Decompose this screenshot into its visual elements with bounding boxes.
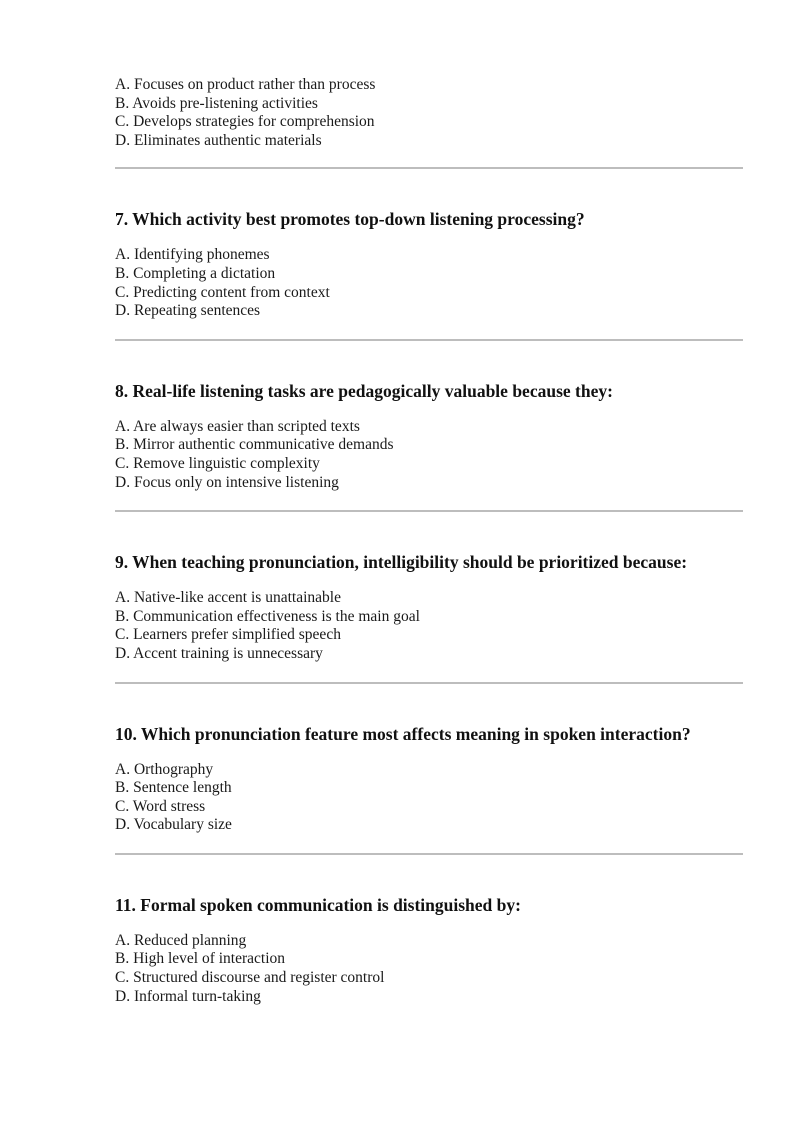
divider (115, 167, 743, 169)
question-9 (115, 551, 743, 663)
option-a: A. Identifying phonemes (115, 246, 270, 264)
option-d: D. Accent training is unnecessary (115, 644, 323, 662)
question-sheet (115, 76, 743, 1006)
question-options (115, 418, 743, 492)
divider (115, 853, 743, 855)
question-options (115, 761, 743, 835)
option-c: C. Learners prefer simplified speech (115, 626, 341, 644)
option-a: A. Native-like accent is unattainable (115, 589, 341, 607)
question-title: 9. When teaching pronunciation, intelligibility should be prioritized because: (115, 552, 688, 573)
question-options (115, 246, 743, 320)
question-title: 10. Which pronunciation feature most affects meaning in spoken interaction? (115, 723, 691, 744)
option-c: C. Develops strategies for comprehension (115, 113, 375, 131)
option-d: D. Repeating sentences (115, 302, 261, 320)
option-b: B. Sentence length (115, 779, 232, 797)
option-a: A. Focuses on product rather than process (115, 76, 376, 93)
option-c: C. Remove linguistic complexity (115, 454, 320, 472)
option-c: C. Word stress (115, 797, 206, 815)
question-title: 7. Which activity best promotes top-down listening processing? (115, 209, 585, 230)
question-options (115, 932, 743, 1006)
option-c: C. Predicting content from context (115, 283, 330, 301)
question-6-options (115, 76, 743, 150)
divider (115, 510, 743, 512)
option-d: D. Eliminates authentic materials (115, 131, 322, 149)
option-a: A. Reduced planning (115, 931, 247, 949)
option-b: B. Completing a dictation (115, 264, 276, 282)
question-title: 8. Real-life listening tasks are pedagogically valuable because they: (115, 380, 613, 401)
question-title: 11. Formal spoken communication is distinguished by: (115, 894, 521, 915)
question-10 (115, 723, 743, 835)
question-options (115, 589, 743, 663)
option-b: B. High level of interaction (115, 950, 286, 968)
option-b: B. Avoids pre-listening activities (115, 94, 318, 112)
divider (115, 339, 743, 341)
option-d: D. Informal turn-taking (115, 987, 261, 1005)
option-a: A. Are always easier than scripted texts (115, 417, 360, 435)
option-c: C. Structured discourse and register control (115, 969, 385, 987)
question-7 (115, 208, 743, 320)
option-a: A. Orthography (115, 760, 214, 778)
option-d: D. Vocabulary size (115, 816, 232, 834)
divider (115, 682, 743, 684)
question-8 (115, 380, 743, 492)
option-d: D. Focus only on intensive listening (115, 473, 339, 491)
question-11 (115, 894, 743, 1006)
option-b: B. Mirror authentic communicative demands (115, 436, 394, 454)
option-b: B. Communication effectiveness is the main goal (115, 607, 420, 625)
